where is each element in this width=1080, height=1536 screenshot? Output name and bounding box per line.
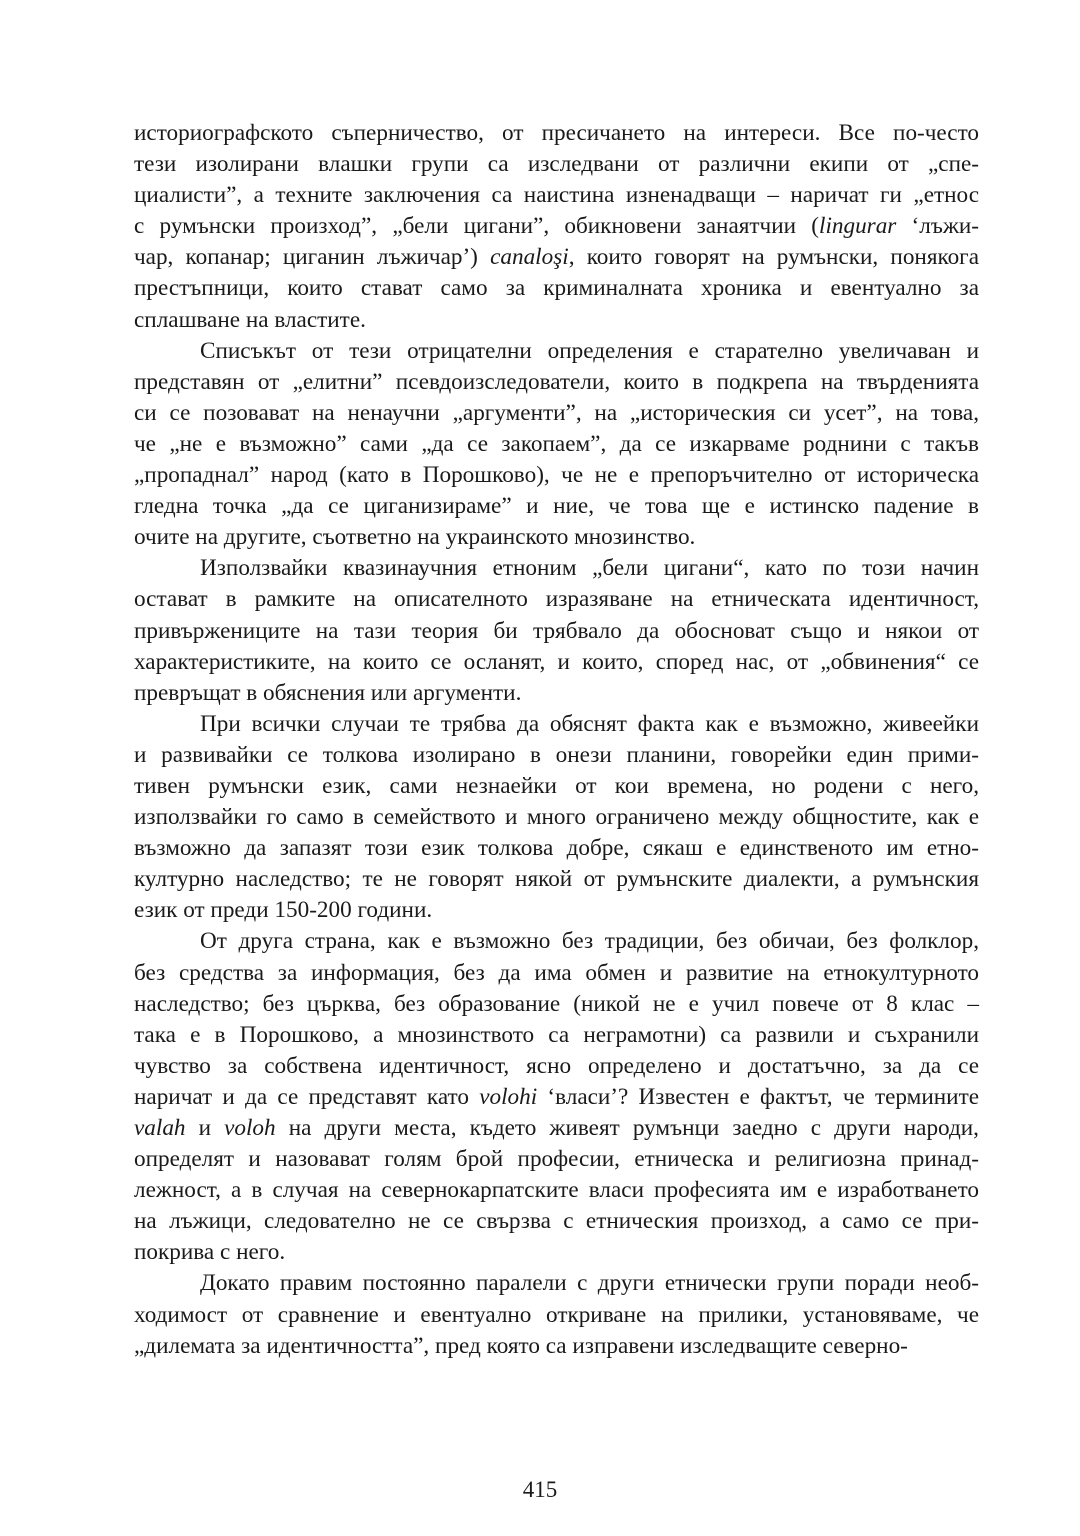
text-run: си се позовават на ненаучни „аргументи”, на „историческия си усет”, на това, <box>134 399 979 426</box>
text-run: чувство за собствена идентичност, ясно определено и достатъчно, за да се <box>134 1052 979 1079</box>
text-run: остават в рамките на описателното изразяване на етническата идентичност, <box>134 586 979 613</box>
text-run: сплашване на властите. <box>134 306 366 333</box>
text-line <box>134 584 979 615</box>
text-run: определят и назовават голям брой професии, етническа и религиозна принад- <box>134 1146 979 1173</box>
text-run: „дилемата за идентичността”, пред която са изправени изследващите северно- <box>134 1332 908 1359</box>
text-run: При всички случаи те трябва да обяснят факта как е възможно, живеейки <box>200 710 979 737</box>
text-line <box>134 740 979 771</box>
text-line <box>134 305 979 336</box>
text-run: тези изолирани влашки групи са изследвани от различни екипи от „спе- <box>134 151 979 178</box>
italic-term: lingurar <box>819 213 897 240</box>
text-line <box>134 491 979 522</box>
text-run: на други места, където живеят румънци заедно с други народи, <box>275 1115 979 1141</box>
text-line <box>134 895 979 926</box>
paragraph <box>134 118 979 336</box>
text-line <box>134 1113 979 1144</box>
text-run: без средства за информация, без да има обмен и развитие на етнокултурното <box>134 959 979 986</box>
italic-term: canaloşi <box>490 244 569 271</box>
italic-term: voloh <box>224 1115 276 1141</box>
text-run: използвайки го само в семейството и много ограничено между общностите, как е <box>134 804 979 831</box>
text-line <box>134 1331 979 1362</box>
text-line <box>134 678 979 709</box>
text-line <box>134 1051 979 1082</box>
text-run: Списъкът от тези отрицателни определения е старателно увеличаван и <box>200 337 979 364</box>
italic-term: volohi <box>479 1083 538 1110</box>
text-run: наследство; без църква, без образование (никой не е учил повече от 8 клас – <box>134 990 979 1017</box>
text-run: привържениците на тази теория би трябвало да обосноват също и някои от <box>134 617 979 644</box>
text-run: „пропаднал” народ (като в Порошково), че не е препоръчително от историческа <box>134 462 979 489</box>
text-line <box>134 273 979 304</box>
text-run: представян от „елитни” псевдоизследователи, които в подкрепа на твърденията <box>134 368 979 395</box>
italic-term: valah <box>134 1115 186 1141</box>
text-line <box>134 553 979 584</box>
text-run: престъпници, които стават само за криминалната хроника и евентуално за <box>134 275 979 302</box>
text-line <box>134 958 979 989</box>
text-run: ‘лъжи- <box>896 213 979 240</box>
text-line <box>134 647 979 678</box>
text-line <box>134 926 979 957</box>
paragraph <box>134 553 979 708</box>
text-line <box>134 771 979 802</box>
text-run: циалисти”, а техните заключения са наистина изненадващи – наричат ги „етнос <box>134 182 979 209</box>
text-run: чар, копанар; циганин лъжичар’) <box>134 244 491 271</box>
text-run: историографското съперничество, от пресичането на интереси. Все по-често <box>134 120 979 146</box>
text-line <box>134 802 979 833</box>
text-line <box>134 522 979 553</box>
text-line <box>134 367 979 398</box>
text-run: превръщат в обяснения или аргументи. <box>134 679 522 706</box>
page-body <box>134 118 979 1362</box>
text-run: с румънски произход”, „бели цигани”, обикновени занаятчии ( <box>134 213 819 240</box>
text-line <box>134 336 979 367</box>
text-line <box>134 1300 979 1331</box>
paragraph <box>134 709 979 927</box>
text-run: Използвайки квазинаучния етноним „бели цигани“, като по този начин <box>200 555 979 582</box>
text-line <box>134 1082 979 1113</box>
text-run: Докато правим постоянно паралели с други етнически групи поради необ- <box>200 1270 979 1297</box>
text-line <box>134 398 979 429</box>
text-line <box>134 616 979 647</box>
text-line <box>134 1020 979 1051</box>
text-run: наричат и да се представят като <box>134 1083 480 1110</box>
text-run: че „не е възможно” сами „да се закопаем”, да се изкарваме роднини с такъв <box>134 430 979 457</box>
text-line <box>134 149 979 180</box>
text-run: на лъжици, следователно не се свързва с етническия произход, а само се при- <box>134 1208 979 1235</box>
text-line <box>134 989 979 1020</box>
text-run: културно наследство; те не говорят някой от румънските диалекти, а румънския <box>134 866 979 893</box>
text-line <box>134 242 979 273</box>
text-run: и <box>185 1115 225 1141</box>
text-run: и развивайки се толкова изолирано в онези планини, говорейки един прими- <box>134 741 979 768</box>
text-line <box>134 1175 979 1206</box>
paragraph <box>134 1268 979 1361</box>
text-run: лежност, а в случая на севернокарпатските власи професията им е изработването <box>134 1177 979 1204</box>
text-line <box>134 709 979 740</box>
text-line <box>134 211 979 242</box>
text-run: , които говорят на румънски, понякога <box>568 244 979 271</box>
paragraph <box>134 336 979 554</box>
text-run: характеристиките, на които се осланят, и които, според нас, от „обвинения“ се <box>134 648 979 675</box>
text-run: покрива с него. <box>134 1239 286 1266</box>
text-line <box>134 864 979 895</box>
text-run: език от преди 150-200 години. <box>134 897 433 924</box>
text-line <box>134 460 979 491</box>
text-line <box>134 1206 979 1237</box>
text-run: гледна точка „да се циганизираме” и ние, че това ще е истинско падение в <box>134 493 979 520</box>
page-number: 415 <box>522 1477 558 1502</box>
text-line <box>134 1237 979 1268</box>
text-line <box>134 180 979 211</box>
text-line <box>134 833 979 864</box>
text-line <box>134 1144 979 1175</box>
text-run: От друга страна, как е възможно без традиции, без обичаи, без фолклор, <box>200 928 979 955</box>
text-run: ‘власи’? Известен е фактът, че термините <box>537 1083 979 1110</box>
text-line <box>134 429 979 460</box>
text-run: тивен румънски език, сами незнаейки от кои времена, но родени с него, <box>134 772 979 799</box>
text-line <box>134 1268 979 1299</box>
text-run: така е в Порошково, а мнозинството са неграмотни) са развили и съхранили <box>134 1021 979 1048</box>
text-run: очите на другите, съответно на украинското мнозинство. <box>134 524 696 551</box>
text-run: възможно да запазят този език толкова добре, сякаш е единственото им етно- <box>134 835 979 862</box>
text-line <box>134 118 979 149</box>
text-run: ходимост от сравнение и евентуално откриване на прилики, установяваме, че <box>134 1301 979 1328</box>
paragraph <box>134 926 979 1268</box>
